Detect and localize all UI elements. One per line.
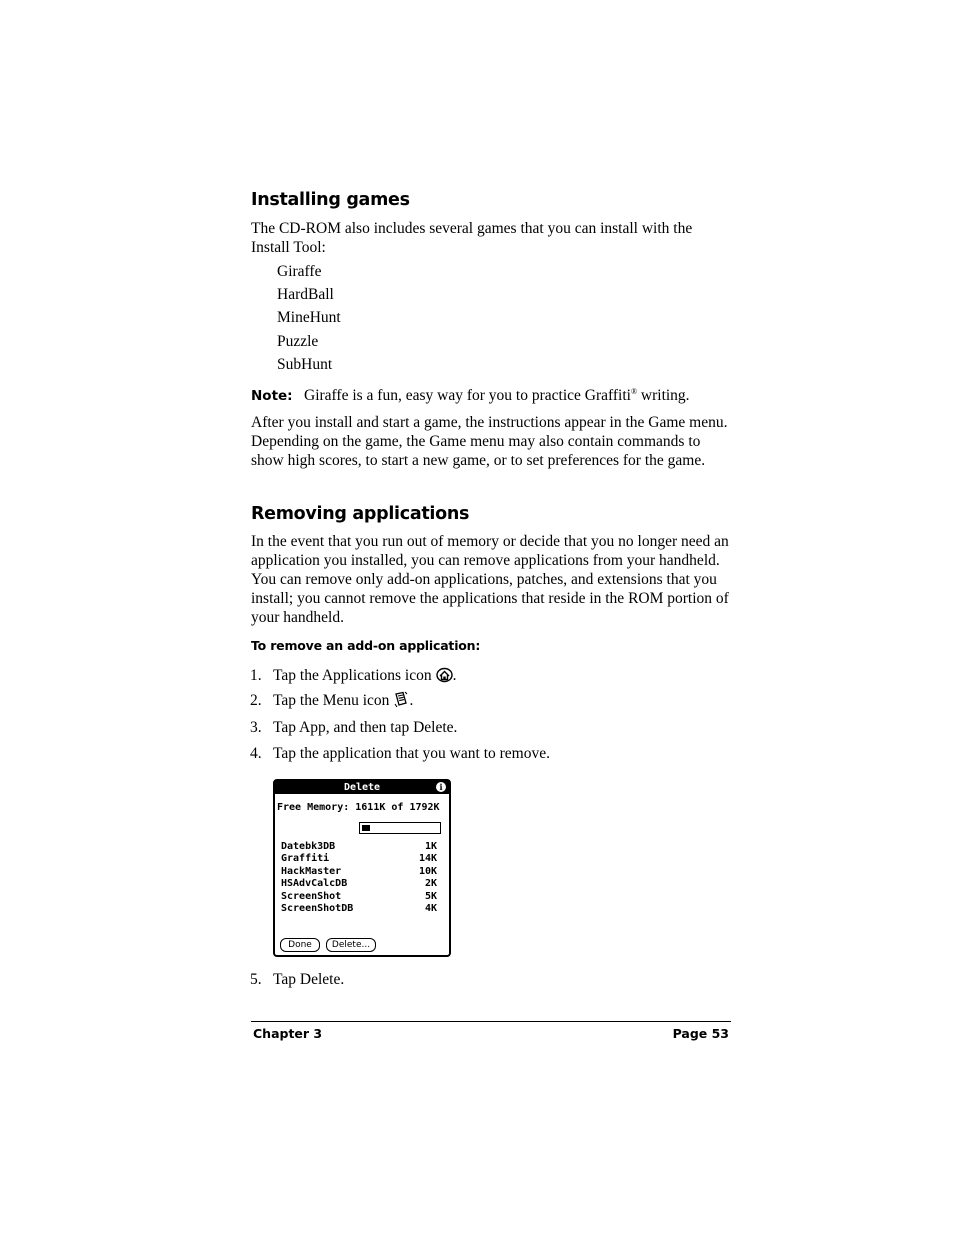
note-text-end: writing. [637,387,690,405]
note-label: Note: [251,388,293,405]
removing-intro: In the event that you run out of memory or decide that you no longer need an application you installed, you can remove applications from your handheld. You can remove only add-on applications, patches, and extensions that you install; you cannot remove the applications that reside in the ROM portion of your handheld. [251,533,729,626]
applications-icon [436,667,453,688]
installing-intro: The CD-ROM also includes several games that you can install with the Install Tool: [251,220,693,256]
footer-rule [251,1021,731,1022]
game-item: HardBall [277,286,334,303]
step-1: 1. Tap the Applications icon . [250,666,457,688]
game-item: MineHunt [277,309,341,326]
list-item[interactable]: ScreenShot 5K [281,890,437,902]
heading-removing-applications: Removing applications [251,504,470,524]
list-item[interactable]: Graffiti 14K [281,853,437,865]
list-item[interactable]: HSAdvCalcDB 2K [281,878,437,890]
delete-dialog-screenshot [273,779,451,957]
installing-after: After you install and start a game, the instructions appear in the Game menu. Depending on the game, the Game menu may also contain commands to show high scores, to start a new game, or to set preferences for the game. [251,414,728,469]
step-2: 2. Tap the Menu icon . [250,691,413,713]
done-button[interactable]: Done [280,938,320,952]
note [251,382,731,406]
step-5: 5. Tap Delete. [250,971,345,988]
application-list [281,841,437,915]
free-memory-label: Free Memory: 1611K of 1792K [277,802,440,813]
list-item[interactable]: HackMaster 10K [281,865,437,877]
memory-usage-bar [359,822,441,834]
info-icon[interactable]: i [436,782,446,792]
note-text: Giraffe is a fun, easy way for you to practice Graffiti [304,387,631,405]
game-item: Giraffe [277,263,322,280]
footer-chapter: Chapter 3 [253,1026,323,1041]
procedure-title: To remove an add-on application: [251,638,481,653]
step-3: 3. Tap App, and then tap Delete. [250,719,458,736]
game-item: Puzzle [277,333,319,350]
list-item[interactable]: Datebk3DB 1K [281,841,437,852]
heading-installing-games: Installing games [251,190,410,210]
delete-button[interactable]: Delete... [326,938,376,952]
game-item: SubHunt [277,356,333,373]
step-4: 4. Tap the application that you want to remove. [250,745,550,762]
dialog-title-bar [275,781,449,794]
menu-icon [393,691,409,713]
memory-usage-fill [362,825,370,831]
dialog-title: Delete [343,782,381,793]
registered-mark: ® [630,387,638,396]
footer-page-number: Page 53 [672,1026,729,1041]
list-item[interactable]: ScreenShotDB 4K [281,902,437,914]
